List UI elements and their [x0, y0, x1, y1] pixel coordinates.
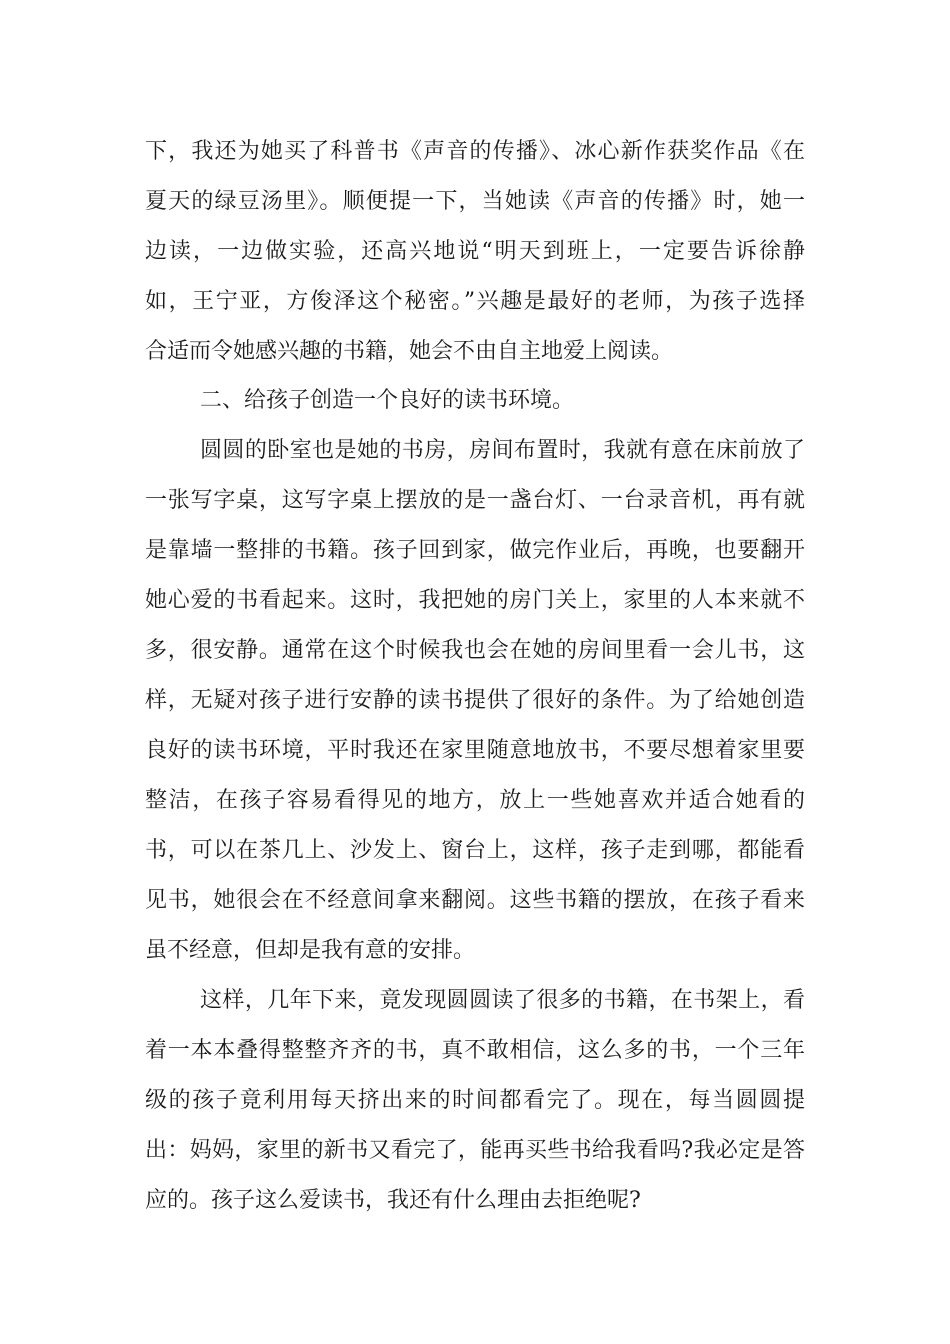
- text-line: 如，王宁亚，方俊泽这个秘密。”兴趣是最好的老师，为孩子选择: [145, 289, 805, 314]
- text-line: 出：妈妈，家里的新书又看完了，能再买些书给我看吗?我必定是答: [145, 1138, 805, 1163]
- text-line: 是靠墙一整排的书籍。孩子回到家，做完作业后，再晚，也要翻开: [145, 538, 805, 563]
- text-line: 一张写字桌，这写字桌上摆放的是一盏台灯、一台录音机，再有就: [145, 488, 805, 513]
- text-line: 应的。孩子这么爱读书，我还有什么理由去拒绝呢?: [145, 1188, 641, 1213]
- text-line: 着一本本叠得整整齐齐的书，真不敢相信，这么多的书，一个三年: [145, 1038, 805, 1063]
- text-line: 下，我还为她买了科普书《声音的传播》、冰心新作获奖作品《在: [145, 139, 805, 164]
- text-line: 见书，她很会在不经意间拿来翻阅。这些书籍的摆放，在孩子看来: [145, 888, 805, 913]
- text-line: 虽不经意，但却是我有意的安排。: [145, 938, 476, 963]
- text-line: 边读，一边做实验，还高兴地说“明天到班上，一定要告诉徐静: [145, 239, 805, 264]
- section-heading: 二、给孩子创造一个良好的读书环境。: [200, 388, 575, 413]
- text-line: 夏天的绿豆汤里》。顺便提一下，当她读《声音的传播》时，她一: [145, 189, 805, 214]
- text-line: 整洁，在孩子容易看得见的地方，放上一些她喜欢并适合她看的: [145, 788, 805, 813]
- text-line: 样，无疑对孩子进行安静的读书提供了很好的条件。为了给她创造: [145, 688, 805, 713]
- text-line: 良好的读书环境，平时我还在家里随意地放书，不要尽想着家里要: [145, 738, 805, 763]
- text-line: 合适而令她感兴趣的书籍，她会不由自主地爱上阅读。: [145, 339, 674, 364]
- text-line: 她心爱的书看起来。这时，我把她的房门关上，家里的人本来就不: [145, 588, 805, 613]
- text-line: 这样，几年下来，竟发现圆圆读了很多的书籍，在书架上，看: [200, 988, 805, 1013]
- text-line: 圆圆的卧室也是她的书房，房间布置时，我就有意在床前放了: [200, 438, 805, 463]
- text-line: 书，可以在茶几上、沙发上、窗台上，这样，孩子走到哪，都能看: [145, 838, 805, 863]
- text-line: 多，很安静。通常在这个时候我也会在她的房间里看一会儿书，这: [145, 638, 805, 663]
- text-line: 级的孩子竟利用每天挤出来的时间都看完了。现在，每当圆圆提: [145, 1088, 805, 1113]
